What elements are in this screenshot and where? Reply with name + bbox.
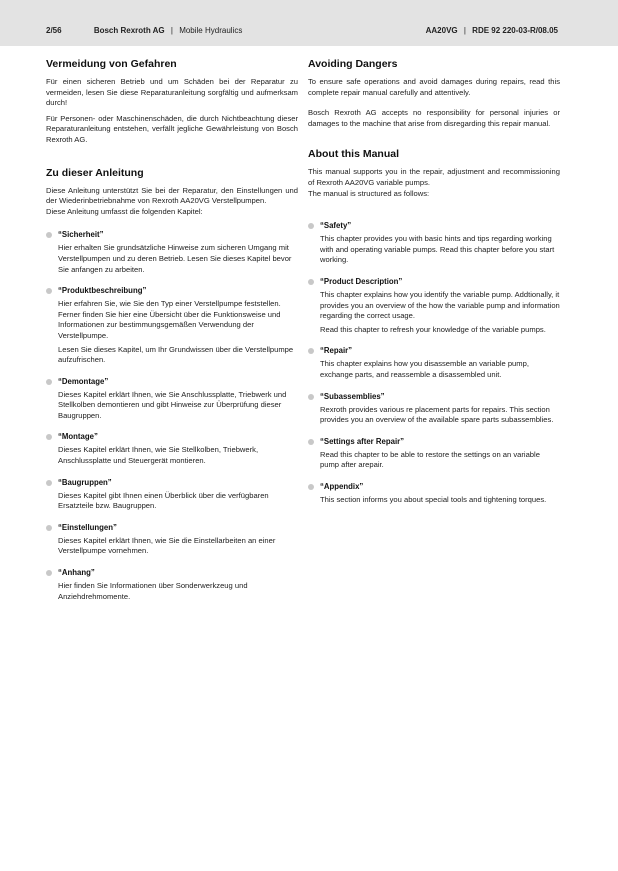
- document-number: RDE 92 220-03-R/08.05: [472, 26, 558, 35]
- chapter-title: “Einstellungen”: [58, 522, 117, 532]
- english-dangers-section: [308, 58, 560, 129]
- chapter-title: “Settings after Repair”: [320, 436, 405, 446]
- division-name: Mobile Hydraulics: [179, 26, 243, 35]
- page-number: 2/56: [46, 26, 62, 35]
- english-manual-section: [308, 148, 560, 505]
- company-name: Bosch Rexroth AG: [93, 26, 165, 35]
- chapter-title: “Appendix”: [320, 481, 364, 491]
- chapter-title: “Product Description”: [320, 276, 403, 286]
- chapter-title: “Sicherheit”: [58, 230, 104, 240]
- chapter-item: [308, 392, 560, 426]
- chapter-item: [308, 482, 560, 506]
- chapter-item: [46, 432, 298, 466]
- product-name: AA20VG: [425, 26, 458, 35]
- chapter-title: “Safety”: [320, 221, 352, 231]
- paragraph: Diese Anleitung unterstützt Sie bei der Reparatur, den Einstellungen und der Wiederinbetriebnahme von Rexroth AA20VG Verstellpumpen.: [46, 185, 298, 206]
- chapter-title: “Baugruppen”: [58, 477, 112, 487]
- bullet-icon: [308, 394, 314, 400]
- chapter-description: Read this chapter to refresh your knowledge of the variable pumps.: [320, 324, 546, 334]
- bullet-icon: [46, 525, 52, 531]
- bullet-icon: [308, 484, 314, 490]
- chapter-description: Dieses Kapitel erklärt Ihnen, wie Sie Stellkolben, Triebwerk, Anschlussplatte und Steuergerät montieren.: [58, 445, 259, 466]
- bullet-icon: [308, 348, 314, 354]
- chapter-description: Hier erhalten Sie grundsätzliche Hinweise zum sicheren Umgang mit Verstellpumpen und zu deren Betrieb. Lesen Sie dieses Kapitel bevor Sie anfangen zu arbeiten.: [58, 243, 292, 274]
- chapter-item: [46, 478, 298, 512]
- page-header: [0, 0, 618, 46]
- header-separator: |: [463, 26, 466, 35]
- english-column: [308, 58, 560, 516]
- header-right: [426, 26, 558, 35]
- header-left: [46, 26, 242, 35]
- section-heading: About this Manual: [308, 148, 399, 161]
- chapter-description: Read this chapter to be able to restore the settings on an variable pump after arepair.: [320, 449, 540, 470]
- chapter-list: [46, 230, 298, 602]
- bullet-icon: [308, 279, 314, 285]
- bullet-icon: [46, 232, 52, 238]
- chapter-title: “Demontage”: [58, 376, 109, 386]
- chapter-title: “Montage”: [58, 432, 98, 442]
- chapter-list: [308, 221, 560, 505]
- chapter-description: Rexroth provides various re placement parts for repairs. This section provides you an overview of the available spare parts subassemblies.: [320, 404, 554, 425]
- chapter-item: [46, 230, 298, 275]
- chapter-title: “Anhang”: [58, 568, 95, 578]
- bullet-icon: [46, 480, 52, 486]
- chapter-item: [46, 523, 298, 557]
- chapter-item: [308, 437, 560, 471]
- german-column: [46, 58, 298, 613]
- german-manual-section: [46, 167, 298, 603]
- chapter-item: [46, 377, 298, 422]
- bullet-icon: [308, 439, 314, 445]
- header-separator: |: [170, 26, 173, 35]
- bullet-icon: [46, 570, 52, 576]
- bullet-icon: [46, 434, 52, 440]
- chapter-description: Dieses Kapitel gibt Ihnen einen Überblick über die verfügbaren Ersatzteile bzw. Baugruppen.: [58, 490, 269, 511]
- chapter-description: This chapter provides you with basic hints and tips regarding working with and operating variable pumps. Read this chapter before you start working.: [320, 234, 555, 265]
- chapter-title: “Produktbeschreibung”: [58, 286, 147, 296]
- bullet-icon: [308, 223, 314, 229]
- bullet-icon: [46, 288, 52, 294]
- german-dangers-section: [46, 58, 298, 146]
- paragraph: The manual is structured as follows:: [308, 188, 430, 198]
- chapter-title: “Subassemblies”: [320, 391, 385, 401]
- paragraph: Bosch Rexroth AG accepts no responsibility for personal injuries or damages to the machine that arise from disregarding this repair manual.: [308, 108, 560, 128]
- chapter-title: “Repair”: [320, 346, 353, 356]
- chapter-description: Hier finden Sie Informationen über Sonderwerkzeug und Anziehdrehmomente.: [58, 581, 248, 601]
- section-heading: Avoiding Dangers: [308, 58, 398, 70]
- chapter-item: [308, 277, 560, 335]
- paragraph: To ensure safe operations and avoid damages during repairs, read this complete repair manual carefully and attentively.: [308, 77, 560, 97]
- paragraph: This manual supports you in the repair, adjustment and recommissioning of Rexroth AA20VG variable pumps.: [308, 167, 560, 187]
- section-heading: Vermeidung von Gefahren: [46, 58, 177, 70]
- chapter-description: Dieses Kapitel erklärt Ihnen, wie Sie die Einstellarbeiten an einer Verstellpumpe vornehmen.: [58, 535, 276, 556]
- chapter-description: Dieses Kapitel erklärt Ihnen, wie Sie Anschlussplatte, Triebwerk und Stellkolben demontieren und gibt Hinweise zur Überprüfung dieser Baugruppen.: [58, 389, 287, 420]
- chapter-description: This section informs you about special tools and tightening torques.: [320, 494, 547, 504]
- paragraph: Für Personen- oder Maschinenschäden, die durch Nichtbeachtung dieser Reparaturanleitung entstehen, verfällt jegliche Gewährleistung von Bosch Rexroth AG.: [46, 113, 298, 144]
- chapter-description: Hier erfahren Sie, wie Sie den Typ einer Verstellpumpe feststellen. Ferner finden Sie hier eine Übersicht über die Funktionsweise und Informationen zur bestimmungsgemäßen Verwendung der Verstellpumpe.: [58, 299, 281, 340]
- chapter-item: [308, 346, 560, 380]
- chapter-description: This chapter explains how you identify the variable pump. Addtionally, it provides you an overview of the how the variable pump and information regarding the correct usage.: [320, 289, 560, 321]
- chapter-item: [46, 568, 298, 602]
- chapter-item: [46, 286, 298, 366]
- bullet-icon: [46, 379, 52, 385]
- chapter-description: This chapter explains how you disassemble an variable pump, exchange parts, and reassemble a disassembled unit.: [320, 359, 529, 379]
- paragraph: Diese Anleitung umfasst die folgenden Kapitel:: [46, 206, 203, 216]
- chapter-item: [308, 221, 560, 266]
- section-heading: Zu dieser Anleitung: [46, 166, 144, 179]
- paragraph: Für einen sicheren Betrieb und um Schäden bei der Reparatur zu vermeiden, lesen Sie diese Reparaturanleitung sorgfältig und aufmerksam durch!: [46, 77, 298, 108]
- chapter-description: Lesen Sie dieses Kapitel, um Ihr Grundwissen über die Verstellpumpe aufzufrischen.: [58, 344, 294, 365]
